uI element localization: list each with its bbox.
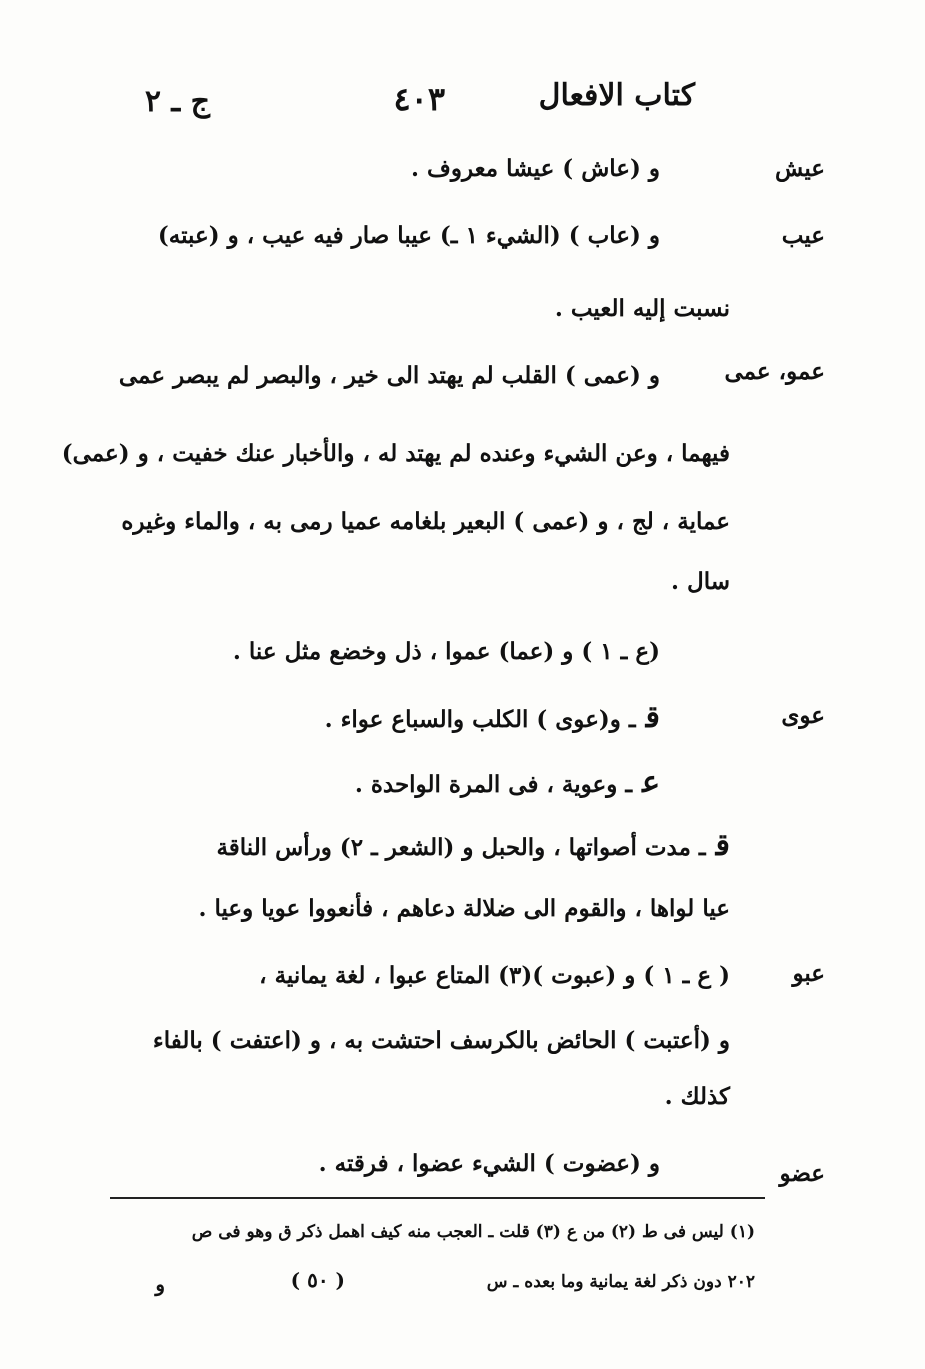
catchword: و bbox=[155, 1272, 165, 1296]
footnote-divider bbox=[110, 1197, 765, 1199]
entry-line: كذلك . bbox=[664, 1083, 730, 1110]
entry-line: عيا لواها ، والقوم الى ضلالة دعاهم ، فأنعووا عويا وعيا . bbox=[198, 895, 730, 922]
entry-head-adw: عضو bbox=[779, 1160, 825, 1187]
source-mark: ع bbox=[642, 765, 660, 800]
entry-line bbox=[325, 700, 660, 735]
page-reference: ( ٥٠ ) bbox=[290, 1268, 345, 1292]
entry-head-amw: عمو، عمى bbox=[724, 358, 825, 385]
entry-line: و (أعتبت ) الحائض بالكرسف احتشت به ، و (اعتفت ) بالفاء bbox=[152, 1027, 730, 1054]
entry-head-abw: عبو bbox=[792, 960, 825, 987]
entry-head-ayb: عيب bbox=[781, 222, 825, 249]
entry-text: ـ و(عوى ) الكلب والسباع عواء . bbox=[324, 706, 636, 733]
entry-line bbox=[216, 828, 730, 863]
entry-head-awa: عوى bbox=[781, 702, 825, 729]
book-title: كتاب الافعال bbox=[538, 78, 695, 113]
volume-marker: ج ـ ٢ bbox=[144, 84, 210, 119]
entry-line: و (عاب ) (الشيء ١ ـ) عيبا صار فيه عيب ، و (عبته) bbox=[157, 222, 660, 249]
entry-line: سال . bbox=[670, 568, 730, 595]
source-mark: ق bbox=[715, 828, 730, 863]
entry-line: ( ع ـ ١ ) و (عبوت )(٣) المتاع عبوا ، لغة يمانية ، bbox=[259, 962, 730, 989]
page-number: ٤٠٣ bbox=[393, 80, 445, 118]
entry-line: و (عمى ) القلب لم يهتد الى خير ، والبصر لم يبصر عمى bbox=[118, 362, 660, 389]
entry-head-aysh: عيش bbox=[775, 155, 825, 182]
footnote-line: ٢٠٢ دون ذكر لغة يمانية وما بعده ـ س bbox=[486, 1272, 755, 1292]
entry-text: ـ مدت أصواتها ، والحبل و (الشعر ـ ٢) ورأس الناقة bbox=[216, 834, 706, 861]
source-mark: ق bbox=[645, 700, 660, 735]
entry-line bbox=[355, 765, 660, 800]
footnote-line: (١) ليس فى ط (٢) من ع (٣) قلت ـ العجب منه كيف اهمل ذكر ق وهو فى ص bbox=[191, 1222, 755, 1242]
entry-line: فيهما ، وعن الشيء وعنده لم يهتد له ، والأخبار عنك خفيت ، و (عمى) bbox=[61, 440, 730, 467]
entry-line: نسبت إليه العيب . bbox=[554, 295, 730, 322]
entry-line: (ع ـ ١ ) و (عما) عموا ، ذل وخضع مثل عنا . bbox=[232, 638, 660, 665]
entry-line: عماية ، لج ، و (عمى ) البعير بلغامه عميا رمى به ، والماء وغيره bbox=[121, 508, 730, 535]
entry-line: و (عاش ) عيشا معروف . bbox=[411, 155, 660, 182]
entry-line: و (عضوت ) الشيء عضوا ، فرقته . bbox=[318, 1150, 660, 1177]
entry-text: ـ وعوية ، فى المرة الواحدة . bbox=[354, 771, 633, 798]
